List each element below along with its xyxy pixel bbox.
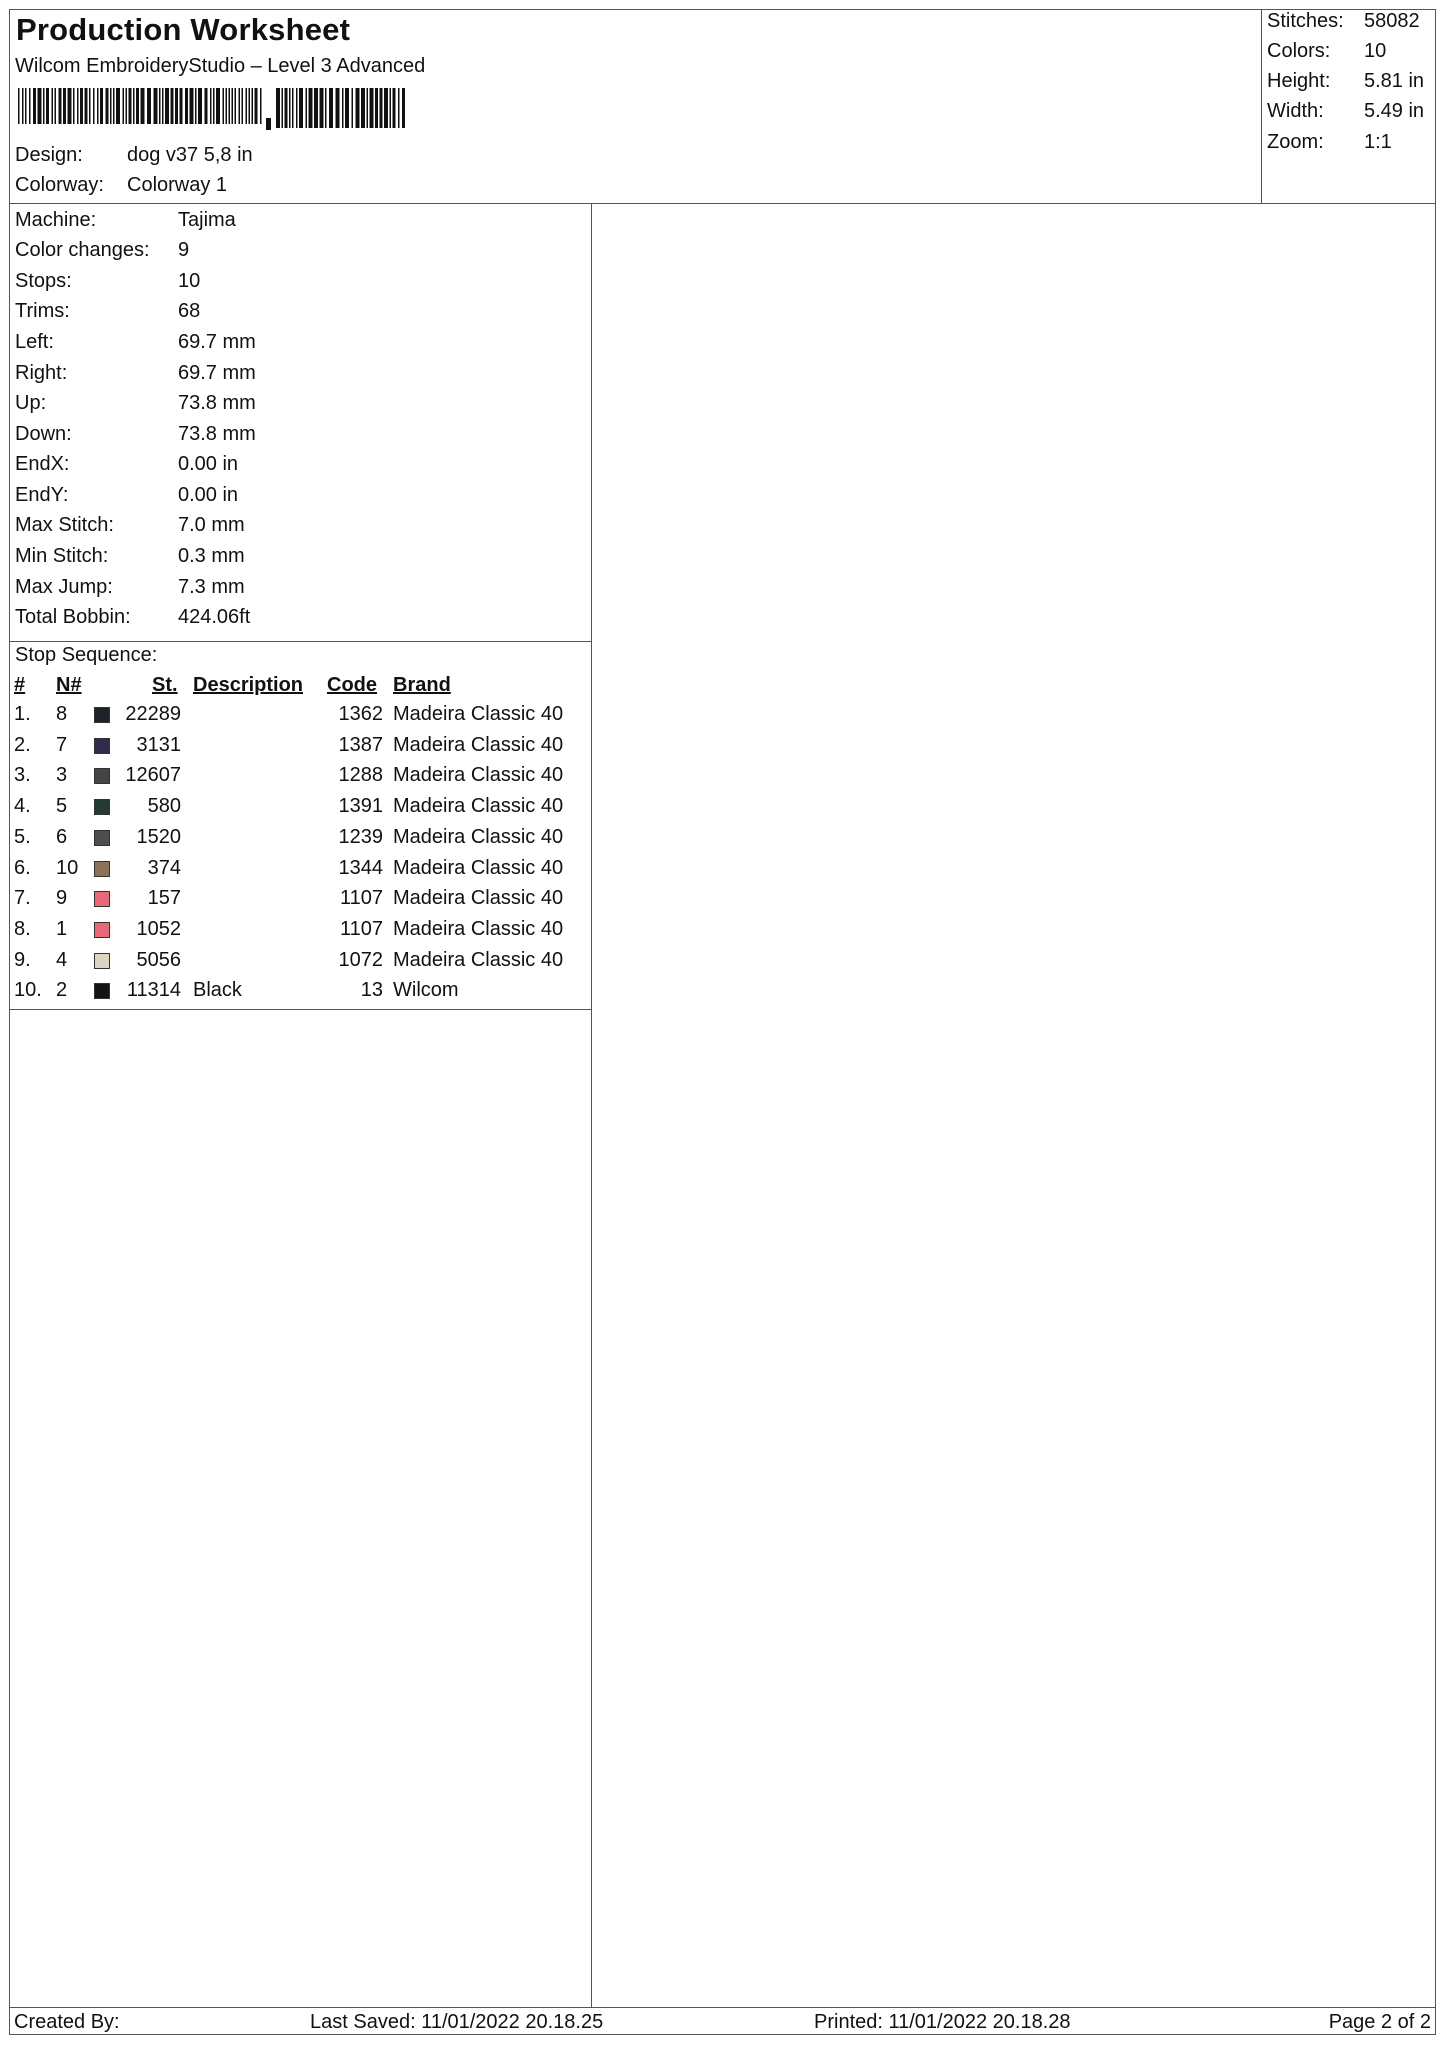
- barcode-bar: [33, 88, 36, 124]
- barcode-bar: [89, 88, 91, 124]
- info-value: 0.00 in: [178, 484, 239, 506]
- row-brand: Madeira Classic 40: [393, 887, 564, 909]
- barcode-bar: [18, 88, 20, 124]
- stat-height: [1267, 70, 1424, 93]
- last-saved: Last Saved: 11/01/2022 20.18.25: [310, 2011, 604, 2033]
- stat-value: 1:1: [1364, 131, 1392, 153]
- barcode-bar: [282, 88, 284, 128]
- barcode-bar: [213, 88, 215, 124]
- created-by: Created By:: [14, 2011, 120, 2033]
- left-column: [10, 203, 592, 2007]
- info-value: 68: [178, 300, 201, 322]
- barcode-bar: [113, 88, 115, 124]
- barcode-bar: [116, 88, 120, 124]
- endx-row: [15, 453, 238, 476]
- barcode-bar: [133, 88, 135, 124]
- barcode-bar: [352, 88, 354, 128]
- col-header-needle: N#: [56, 674, 82, 696]
- barcode-bar: [80, 88, 83, 124]
- software-name: Wilcom EmbroideryStudio – Level 3 Advanced: [15, 55, 426, 77]
- color-swatch: [94, 891, 110, 907]
- info-label: Total Bobbin:: [15, 606, 131, 628]
- barcode-bar: [147, 88, 151, 124]
- row-brand: Madeira Classic 40: [393, 918, 564, 940]
- barcode-bar: [106, 88, 109, 124]
- stat-width: [1267, 100, 1424, 123]
- barcode-bar: [126, 88, 128, 124]
- barcode-bar: [325, 88, 327, 128]
- row-brand: Madeira Classic 40: [393, 795, 564, 817]
- row-needle: 9: [56, 887, 68, 909]
- info-value: Tajima: [178, 209, 236, 231]
- row-needle: 8: [56, 703, 68, 725]
- barcode-bar: [252, 88, 254, 124]
- info-label: EndY:: [15, 484, 69, 506]
- barcode-bar: [165, 88, 169, 124]
- barcode-bar: [123, 88, 125, 124]
- stat-colors: [1267, 40, 1386, 63]
- barcode-bar: [345, 88, 349, 128]
- page-title: Production Worksheet: [16, 12, 351, 47]
- barcode-bar: [289, 88, 291, 128]
- machine-row: [15, 209, 236, 232]
- row-needle: 10: [56, 857, 79, 879]
- right-row: [15, 362, 256, 385]
- barcode-bar: [242, 88, 244, 124]
- stat-value: 5.49 in: [1364, 100, 1425, 122]
- info-value: 424.06ft: [178, 606, 251, 628]
- barcode-bar: [52, 88, 54, 124]
- color-swatch: [94, 953, 110, 969]
- color-swatch: [94, 830, 110, 846]
- max-stitch-row: [15, 514, 245, 537]
- col-header-brand: Brand: [393, 674, 451, 696]
- section-divider: [10, 641, 591, 642]
- barcode-bar: [390, 88, 392, 128]
- barcode-bar: [255, 88, 258, 124]
- barcode-bar: [59, 88, 62, 124]
- row-code: 1288: [338, 764, 383, 786]
- stat-stitches: [1267, 10, 1420, 33]
- info-value: 69.7 mm: [178, 362, 256, 384]
- barcode-bar: [63, 88, 66, 124]
- row-stitches: 580: [147, 795, 181, 817]
- barcode-bar: [314, 88, 318, 128]
- barcode-bar: [190, 88, 194, 124]
- barcode-bar: [292, 88, 294, 128]
- row-stitches: 22289: [125, 703, 181, 725]
- info-label: Trims:: [15, 300, 70, 322]
- stat-label: Stitches:: [1267, 10, 1344, 32]
- row-needle: 3: [56, 764, 68, 786]
- color-swatch: [94, 983, 110, 999]
- row-code: 1107: [339, 887, 383, 909]
- barcode-bar: [141, 88, 145, 124]
- barcode-bar: [260, 88, 262, 124]
- barcode-bar: [226, 88, 228, 124]
- barcode-bar: [249, 88, 251, 124]
- row-needle: 1: [56, 918, 68, 940]
- row-stitches: 374: [147, 857, 181, 879]
- barcode-bar: [205, 88, 208, 124]
- col-header-description: Description: [193, 674, 304, 696]
- stat-label: Colors:: [1267, 40, 1331, 62]
- stat-label: Width:: [1267, 100, 1324, 122]
- info-label: Up:: [15, 392, 47, 414]
- barcode-bar: [175, 88, 178, 124]
- row-needle: 4: [56, 949, 68, 971]
- row-code: 1344: [338, 857, 383, 879]
- barcode-bar: [77, 88, 79, 124]
- row-description: Black: [193, 979, 242, 1001]
- barcode-bar: [154, 88, 158, 124]
- stops-row: [15, 270, 200, 293]
- design-stats-panel: [1261, 10, 1436, 203]
- barcode-bar: [198, 88, 202, 124]
- row-needle: 5: [56, 795, 68, 817]
- barcode-bar: [210, 88, 212, 124]
- barcode-bar: [285, 88, 288, 128]
- row-brand: Madeira Classic 40: [393, 764, 564, 786]
- row-stitches: 11314: [126, 979, 181, 1001]
- info-label: Machine:: [15, 209, 97, 231]
- row-needle: 2: [56, 979, 68, 1001]
- row-number: 5.: [14, 826, 31, 848]
- row-number: 10.: [14, 979, 42, 1001]
- barcode-bar: [38, 88, 42, 124]
- stat-value: 58082: [1364, 10, 1420, 32]
- barcode-bar: [97, 88, 99, 124]
- barcode-bar: [43, 88, 45, 124]
- row-brand: Madeira Classic 40: [393, 734, 564, 756]
- total-bobbin-row: [15, 606, 250, 629]
- colorway-value: Colorway 1: [127, 174, 228, 196]
- row-brand: Madeira Classic 40: [393, 857, 564, 879]
- row-number: 4.: [14, 795, 31, 817]
- info-value: 73.8 mm: [178, 392, 256, 414]
- row-number: 9.: [14, 949, 31, 971]
- barcode-bar: [229, 88, 231, 124]
- info-label: Min Stitch:: [15, 545, 109, 567]
- barcode-bar: [384, 88, 388, 128]
- barcode-bar: [398, 88, 400, 128]
- barcode-bar: [100, 88, 103, 124]
- info-label: Down:: [15, 423, 72, 445]
- barcode-image: [18, 88, 408, 132]
- row-stitches: 1520: [136, 826, 181, 848]
- col-header-code: Code: [327, 674, 377, 696]
- barcode-bar: [46, 88, 49, 124]
- color-swatch: [94, 861, 110, 877]
- barcode-bar: [25, 88, 27, 124]
- info-label: Max Jump:: [15, 576, 113, 598]
- barcode-bar: [216, 88, 220, 124]
- row-needle: 7: [56, 734, 68, 756]
- up-row: [15, 392, 256, 415]
- endy-row: [15, 484, 238, 507]
- barcode-bar: [180, 88, 183, 124]
- barcode-bar: [129, 88, 132, 124]
- row-number: 3.: [14, 764, 31, 786]
- info-label: EndX:: [15, 453, 70, 475]
- barcode-bar: [223, 88, 225, 124]
- printed-date: Printed: 11/01/2022 20.18.28: [814, 2011, 1071, 2033]
- info-value: 10: [178, 270, 201, 292]
- barcode-bar: [393, 88, 396, 128]
- info-label: Stops:: [15, 270, 72, 292]
- row-code: 1387: [338, 734, 383, 756]
- production-worksheet: [9, 9, 1436, 2035]
- left-row: [15, 331, 256, 354]
- row-needle: 6: [56, 826, 68, 848]
- barcode-bar: [136, 88, 139, 124]
- barcode-bar: [276, 88, 280, 128]
- colorway-row: [15, 174, 227, 197]
- col-header-num: #: [14, 674, 26, 696]
- stat-label: Height:: [1267, 70, 1331, 92]
- trims-row: [15, 300, 200, 323]
- color-changes-row: [15, 239, 189, 262]
- row-stitches: 12607: [125, 764, 181, 786]
- color-swatch: [94, 768, 110, 784]
- row-stitches: 3131: [136, 734, 181, 756]
- row-number: 8.: [14, 918, 31, 940]
- info-value: 69.7 mm: [178, 331, 256, 353]
- barcode-bar: [110, 88, 112, 124]
- page-number: Page 2 of 2: [1328, 2011, 1431, 2033]
- row-code: 1391: [338, 795, 383, 817]
- barcode-bar: [336, 88, 340, 128]
- color-swatch: [94, 799, 110, 815]
- colorway-label: Colorway:: [15, 174, 104, 196]
- row-code: 1362: [338, 703, 383, 725]
- barcode-bar: [159, 88, 161, 124]
- barcode-bar: [309, 88, 313, 128]
- barcode-bar: [185, 88, 188, 124]
- barcode-graphic: [18, 88, 408, 132]
- info-value: 0.00 in: [178, 453, 239, 475]
- row-number: 2.: [14, 734, 31, 756]
- color-swatch: [94, 922, 110, 938]
- barcode-bar: [22, 88, 24, 124]
- info-label: Left:: [15, 331, 54, 353]
- info-value: 0.3 mm: [178, 545, 245, 567]
- row-number: 6.: [14, 857, 31, 879]
- barcode-bar: [29, 88, 31, 124]
- barcode-bar: [367, 88, 369, 128]
- worksheet-footer: [10, 2007, 1435, 2035]
- info-value: 73.8 mm: [178, 423, 256, 445]
- color-swatch: [94, 738, 110, 754]
- barcode-bar: [93, 88, 95, 124]
- row-stitches: 157: [147, 887, 181, 909]
- barcode-bar: [375, 88, 378, 128]
- barcode-bar: [232, 88, 234, 124]
- barcode-bar: [306, 88, 308, 128]
- barcode-bar: [380, 88, 383, 128]
- design-label: Design:: [15, 144, 83, 166]
- barcode-bar: [320, 88, 324, 128]
- max-jump-row: [15, 576, 245, 599]
- barcode-bar: [162, 88, 164, 124]
- row-brand: Madeira Classic 40: [393, 703, 564, 725]
- barcode-bar: [370, 88, 374, 128]
- section-divider: [10, 1009, 591, 1010]
- stat-label: Zoom:: [1267, 131, 1324, 153]
- stop-sequence-title: Stop Sequence:: [15, 644, 158, 666]
- info-label: Color changes:: [15, 239, 150, 261]
- row-number: 1.: [14, 703, 31, 725]
- row-number: 7.: [14, 887, 31, 909]
- worksheet-header: [10, 10, 1435, 204]
- barcode-bar: [402, 88, 405, 128]
- stat-zoom: [1267, 131, 1392, 154]
- barcode-bar: [329, 88, 333, 128]
- row-stitches: 5056: [136, 949, 181, 971]
- col-header-stitches: St.: [152, 674, 178, 696]
- info-label: Right:: [15, 362, 68, 384]
- row-brand: Madeira Classic 40: [393, 949, 564, 971]
- color-swatch: [94, 707, 110, 723]
- design-value: dog v37 5,8 in: [127, 144, 253, 166]
- barcode-bar: [73, 88, 75, 124]
- stat-value: 10: [1364, 40, 1387, 62]
- min-stitch-row: [15, 545, 245, 568]
- barcode-bar: [239, 88, 241, 124]
- barcode-bar: [299, 88, 303, 128]
- info-value: 7.3 mm: [178, 576, 245, 598]
- row-code: 1107: [339, 918, 383, 940]
- row-code: 1239: [338, 826, 383, 848]
- barcode-bar: [85, 88, 88, 124]
- design-row: [15, 144, 253, 167]
- row-stitches: 1052: [136, 918, 181, 940]
- barcode-bar: [296, 88, 298, 128]
- barcode-bar: [356, 88, 360, 128]
- info-label: Max Stitch:: [15, 514, 114, 536]
- row-code: 13: [360, 979, 383, 1001]
- barcode-bar: [195, 88, 197, 124]
- barcode-bar: [235, 88, 237, 124]
- barcode-bar: [246, 88, 248, 124]
- row-brand: Madeira Classic 40: [393, 826, 564, 848]
- barcode-bar: [171, 88, 174, 124]
- barcode-bar: [55, 88, 57, 124]
- info-value: 7.0 mm: [178, 514, 245, 536]
- row-code: 1072: [338, 949, 383, 971]
- row-brand: Wilcom: [393, 979, 459, 1001]
- barcode-bar: [68, 88, 72, 124]
- down-row: [15, 423, 256, 446]
- info-value: 9: [178, 239, 190, 261]
- barcode-bar: [342, 88, 344, 128]
- barcode-bar: [266, 118, 271, 130]
- stat-value: 5.81 in: [1364, 70, 1425, 92]
- barcode-bar: [361, 88, 365, 128]
